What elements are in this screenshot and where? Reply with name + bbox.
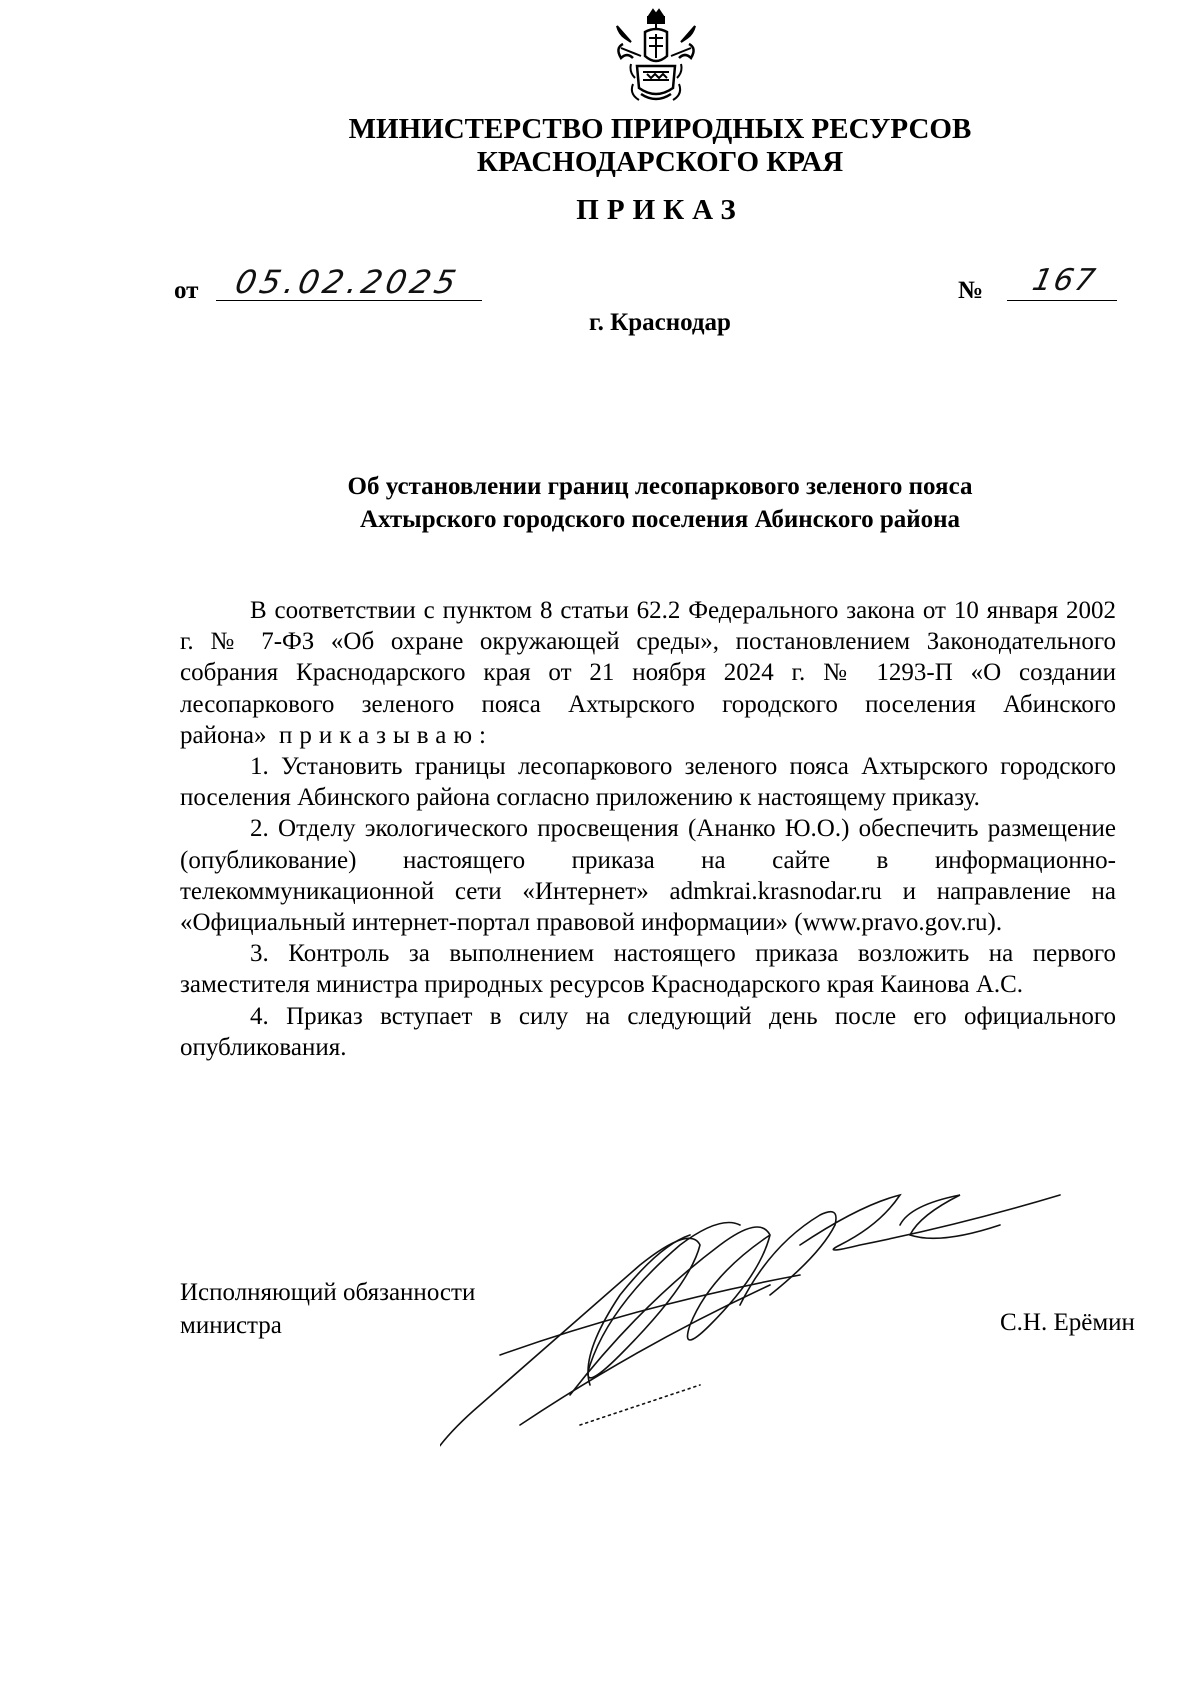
coat-of-arms-emblem-icon <box>611 8 701 106</box>
ministry-name-line2: КРАСНОДАРСКОГО КРАЯ <box>476 146 844 178</box>
subject-line1: Об установлении границ лесопаркового зеленого пояса <box>347 473 973 500</box>
number-underline <box>1007 300 1117 301</box>
order-word: приказываю: <box>278 721 493 749</box>
document-body <box>180 595 1116 1063</box>
order-item-4: 4. Приказ вступает в силу на следующий день после его официального опубликования. <box>180 1002 1116 1061</box>
subject-line2: Ахтырского городского поселения Абинского района <box>359 506 961 533</box>
date-value-handwritten: 05.02.2025 <box>231 263 464 301</box>
handwritten-signature-icon <box>440 1185 1140 1525</box>
preamble-text: В соответствии с пунктом 8 статьи 62.2 Федерального закона от 10 января 2002 г. № 7-ФЗ «Об охране окружающей среды», постановлением Законодательного собрания Краснодарского края от 21 ноября 2024 г. № 1293-П «О создании лесопаркового зеленого пояса Ахтырского городского поселения Абинского района» <box>180 597 1116 749</box>
date-label: от <box>174 277 199 304</box>
signatory-name: С.Н. Ерёмин <box>1000 1309 1135 1336</box>
order-item-1: 1. Установить границы лесопаркового зеленого пояса Ахтырского городского поселения Абинского района согласно приложению к настоящему приказу. <box>180 753 1116 812</box>
number-value-handwritten: 167 <box>1029 263 1100 298</box>
ministry-name <box>300 113 1020 179</box>
order-item-2: 2. Отделу экологического просвещения (Ананко Ю.О.) обеспечить размещение (опубликование) настоящего приказа на сайте в информационно-телекоммуникационной сети «Интернет» admkrai.krasnodar.ru и направление на «Официальный интернет-портал правовой информации» (www.pravo.gov.ru). <box>180 815 1116 937</box>
preamble-paragraph <box>180 595 1116 751</box>
city-location: г. Краснодар <box>589 309 731 336</box>
document-subject <box>250 470 1070 536</box>
signatory-position-line1: Исполняющий обязанности <box>180 1279 476 1306</box>
signatory-position-line2: министра <box>180 1312 282 1339</box>
order-item-3: 3. Контроль за выполнением настоящего приказа возложить на первого заместителя министра природных ресурсов Краснодарского края Каинова А.С. <box>180 940 1116 999</box>
number-label: № <box>958 277 984 304</box>
signatory-position <box>180 1276 475 1342</box>
ministry-name-line1: МИНИСТЕРСТВО ПРИРОДНЫХ РЕСУРСОВ <box>348 113 972 145</box>
document-type: ПРИКАЗ <box>576 194 744 226</box>
